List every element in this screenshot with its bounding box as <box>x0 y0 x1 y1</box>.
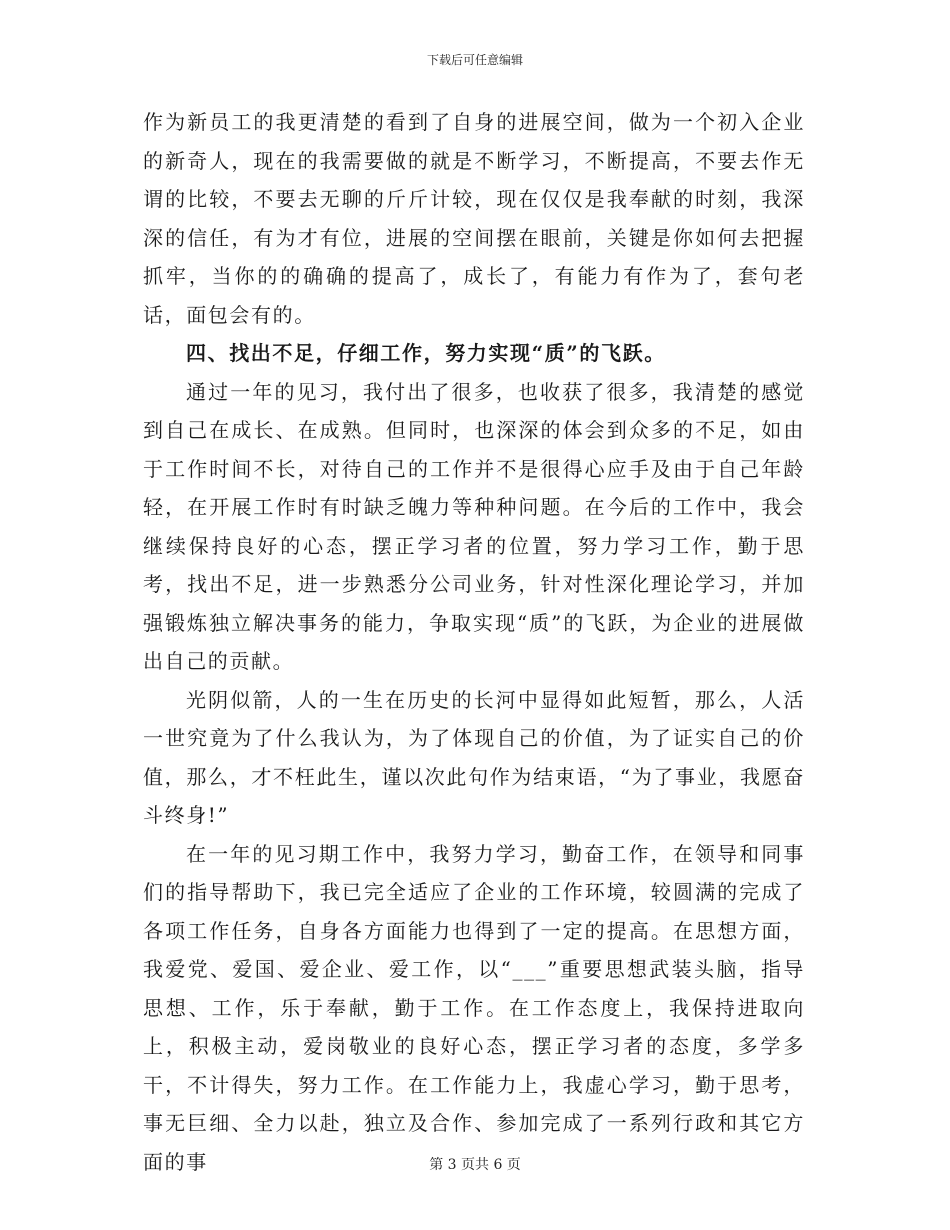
page-footer: 第 3 页共 6 页 <box>429 1157 521 1173</box>
page-header: 下载后可任意编辑 <box>426 53 523 67</box>
section-heading: 四、找出不足，仔细工作，努力实现“质”的飞跃。 <box>186 341 666 365</box>
paragraph-continuation: 作为新员工的我更清楚的看到了自身的进展空间，做为一个初入企业的新奇人，现在的我需要做的就是不断学习，不断提高，不要去作无谓的比较，不要去无聊的斤斤计较，现在仅仅是我奉献的时刻，我深深的信任，有为才有位，进展的空间摆在眼前，关键是你如何去把握抓牢，当你的的确确的提高了，成长了，有能力有作为了，套句老话，面包会有的。 <box>143 110 805 327</box>
paragraph-summary: 在一年的见习期工作中，我努力学习，勤奋工作，在领导和同事们的指导帮助下，我已完全适应了企业的工作环境，较圆满的完成了各项工作任务，自身各方面能力也得到了一定的提高。在思想方面，我爱党、爱国、爱企业、爱工作，以“___”重要思想武装头脑，指导思想、工作，乐于奉献，勤于工作。在工作态度上，我保持进取向上，积极主动，爱岗敬业的良好心态，摆正学习者的态度，多学多干，不计得失，努力工作。在工作能力上，我虚心学习，勤于思考，事无巨细、全力以赴，独立及合作、参加完成了一系列行政和其它方面的事 <box>143 841 805 1174</box>
document-body <box>143 103 805 1181</box>
paragraph-shortcomings: 通过一年的见习，我付出了很多，也收获了很多，我清楚的感觉到自己在成长、在成熟。但同时，也深深的体会到众多的不足，如由于工作时间不长，对待自己的工作并不是很得心应手及由于自己年龄轻，在开展工作时有时缺乏魄力等种种问题。在今后的工作中，我会继续保持良好的心态，摆正学习者的位置，努力学习工作，勤于思考，找出不足，进一步熟悉分公司业务，针对性深化理论学习，并加强锻炼独立解决事务的能力，争取实现“质”的飞跃，为企业的进展做出自己的贡献。 <box>143 379 805 673</box>
paragraph-conclusion: 光阴似箭，人的一生在历史的长河中显得如此短暂，那么，人活一世究竟为了什么我认为，为了体现自己的价值，为了证实自己的价值，那么，才不枉此生，谨以次此句作为结束语，“为了事业，我愿奋斗终身!” <box>143 687 805 827</box>
